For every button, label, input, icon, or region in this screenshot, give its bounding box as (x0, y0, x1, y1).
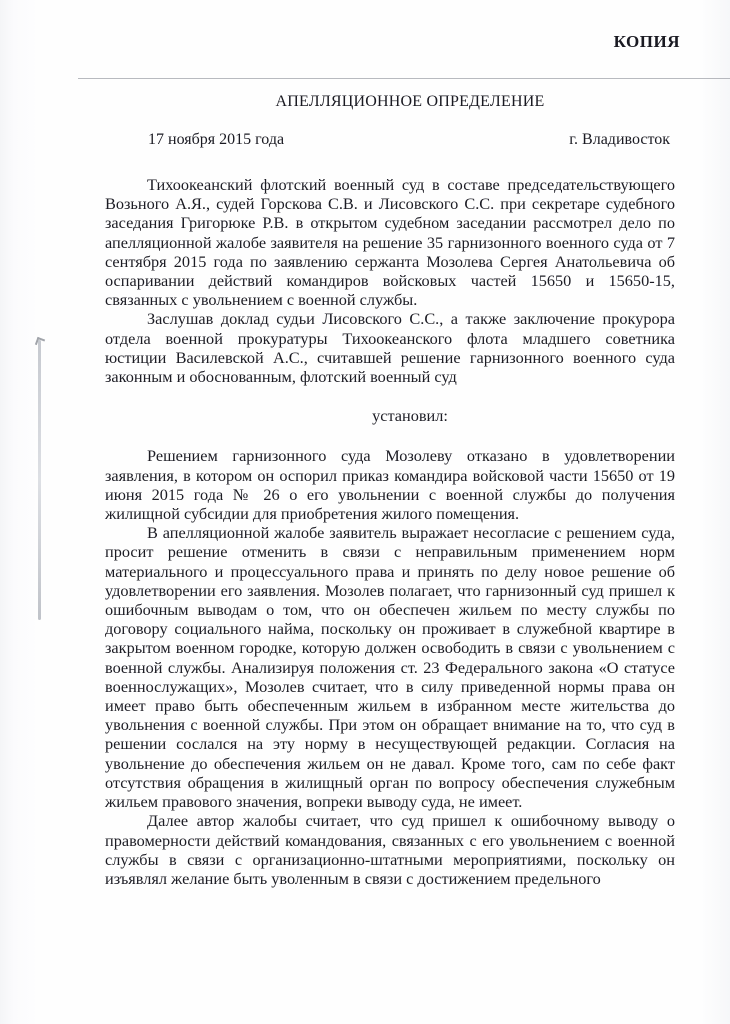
paragraph-decision: Решением гарнизонного суда Мозолеву отказано в удовлетворении заявления, в котором он оспорил приказ командира войсковой части 15650 от 19 июня 2015 года № 26 о его увольнении с военной службы до получения жилищной субсидии для приобретения жилого помещения. (105, 446, 675, 524)
paragraph-further-argument: Далее автор жалобы считает, что суд пришел к ошибочному выводу о правомерности действий командования, связанных с его увольнением с военной службы в связи с организационно-штатными мероприятиями, поскольку он изъявлял желание быть уволенным в связи с достижением предельного (105, 811, 675, 888)
document-date: 17 ноября 2015 года (148, 131, 285, 148)
section-heading-established: установил: (372, 406, 448, 426)
scan-divider-line (78, 78, 730, 79)
paragraph-court-composition: Тихоокеанский флотский военный суд в составе председательствующего Возьного А.Я., судей Горскова С.В. и Лисовского С.С. при секретаре судебного заседания Григорюке Р.В. в открытом судебном заседании рассмотрел дело по апелляционной жалобе заявителя на решение 35 гарнизонного военного суда от 7 сентября 2015 года по заявлению сержанта Мозолева Сергея Анатольевича об оспаривании действий командиров войсковых частей 15650 и 15650-15, связанных с увольнением с военной службы. (105, 175, 675, 310)
binding-thread (38, 340, 41, 620)
date-place-line (148, 131, 670, 149)
document-body (105, 175, 675, 888)
document-title: АПЕЛЛЯЦИОННОЕ ОПРЕДЕЛЕНИЕ (275, 93, 545, 110)
copy-stamp: КОПИЯ (613, 32, 680, 51)
paragraph-appeal: В апелляционной жалобе заявитель выражает несогласие с решением суда, просит решение отменить в связи с неправильным применением норм материального и процессуального права и принять по делу новое решение об удовлетворении его заявления. Мозолев полагает, что гарнизонный суд пришел к ошибочным выводам о том, что он обеспечен жильем по месту службы по договору социального найма, поскольку он проживает в служебной квартире в закрытом военном городке, которую должен освободить в связи с увольнением с военной службы. Анализируя положения ст. 23 Федерального закона «О статусе военнослужащих», Мозолев считает, что в силу приведенной нормы права он имеет право быть обеспеченным жильем в избранном месте жительства до увольнения с военной службы. При этом он обращает внимание на то, что суд в решении сослался на эту норму в несуществующей редакции. Согласия на увольнение до обеспечения жильем он не давал. Кроме того, сам по себе факт отсутствия обращения в жилищный орган по вопросу обеспечения служебным жильем правового значения, вопреки выводу суда, не имеет. (105, 523, 675, 812)
paragraph-hearing: Заслушав доклад судьи Лисовского С.С., а также заключение прокурора отдела военной прокуратуры Тихоокеанского флота младшего советника юстиции Василевской А.С., считавшей решение гарнизонного военного суда законным и обоснованным, флотский военный суд (105, 309, 675, 387)
document-city: г. Владивосток (569, 131, 670, 148)
